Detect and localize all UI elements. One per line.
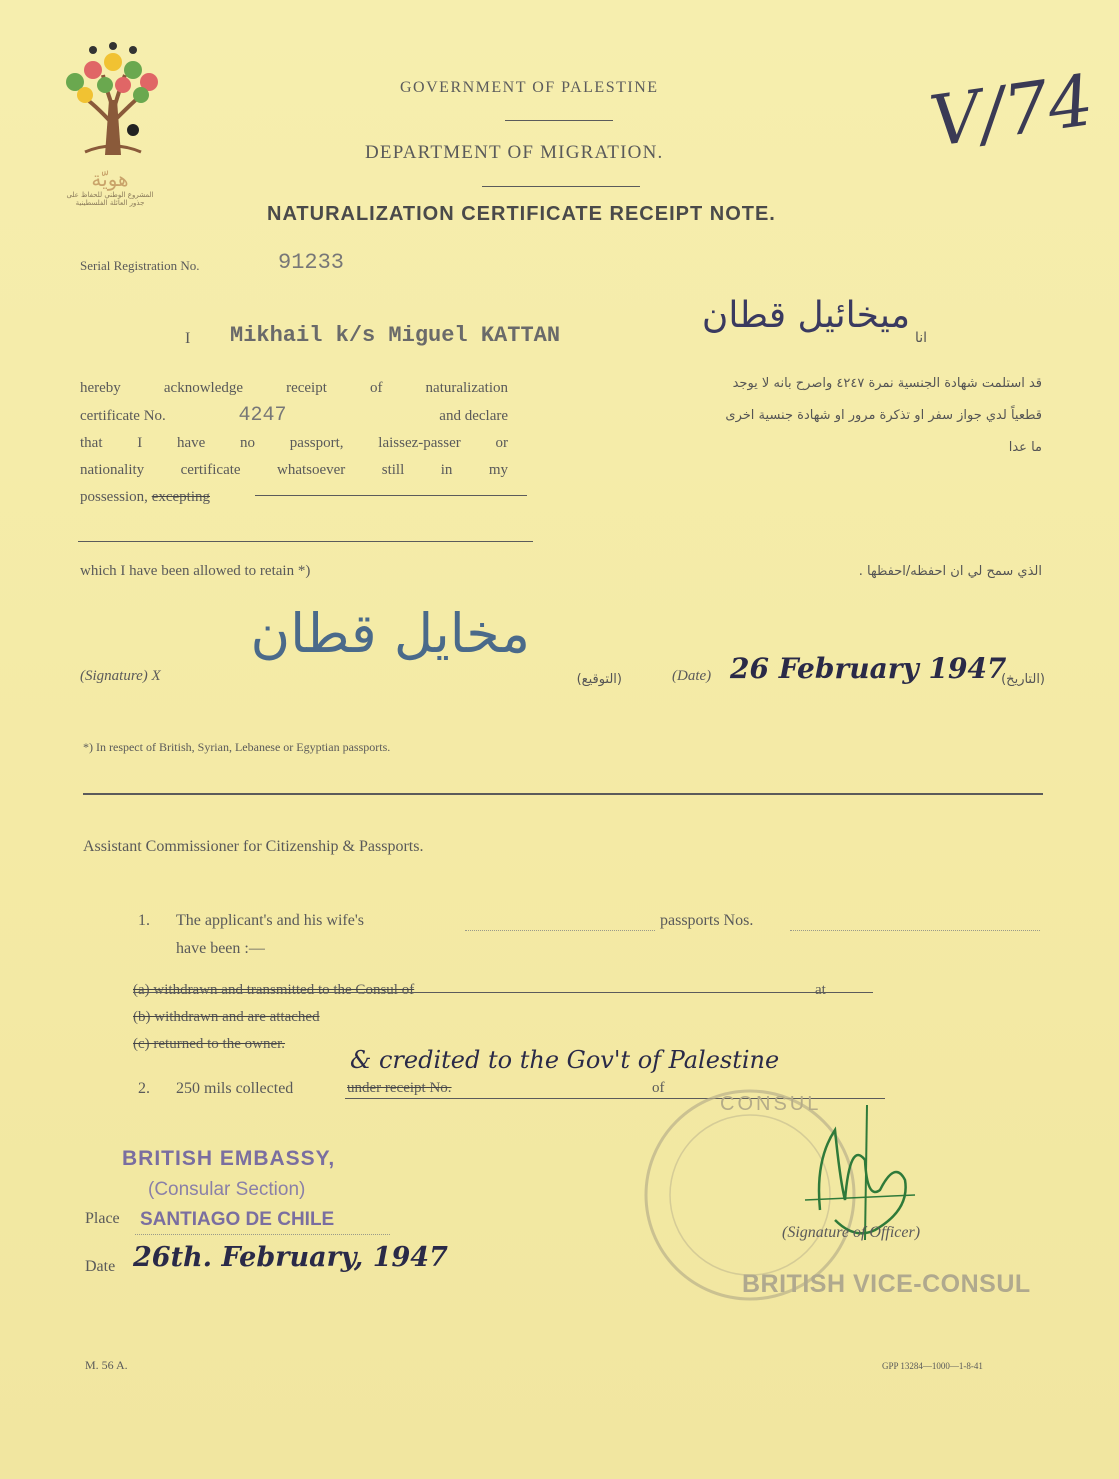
retain-blank-line — [78, 541, 533, 542]
arabic-line-2: قطعياً لدي جواز سفر او تذكرة مرور او شهادة جنسية اخرى — [725, 408, 1042, 423]
english-line-3: that I have no passport, laissez-passer or — [80, 435, 508, 451]
item1-text-a: The applicant's and his wife's — [176, 912, 364, 929]
english-line-2 — [80, 402, 508, 430]
serial-label: Serial Registration No. — [80, 258, 200, 273]
corner-handwritten-mark: V/74 — [925, 59, 1099, 163]
english-line-1: hereby acknowledge receipt of naturalization — [80, 380, 508, 396]
item1-a-struck: (a) withdrawn and transmitted to the Consul of — [133, 982, 415, 998]
signature-label: (Signature) X — [80, 668, 161, 684]
cert-label: certificate No. — [80, 408, 166, 424]
excepting-strike-line — [255, 495, 527, 496]
logo-arabic-word: هويّة — [91, 167, 129, 191]
header-rule-2 — [482, 186, 640, 187]
declarant-prefix: I — [185, 330, 191, 347]
family-tree-logo-icon — [55, 40, 165, 160]
cert-number: 4247 — [238, 404, 287, 427]
officer-signature-label: (Signature of Officer) — [782, 1224, 921, 1241]
item1-blank-right — [790, 930, 1040, 931]
place-value: SANTIAGO DE CHILE — [140, 1209, 335, 1230]
declarant-arabic-name: ميخائيل قطان — [701, 295, 910, 336]
seal-text: CONSUL — [720, 1093, 822, 1115]
item1-number: 1. — [138, 912, 150, 929]
english-line-4: nationality certificate whatsoever still in my — [80, 462, 508, 478]
item1-a-line — [133, 992, 873, 993]
header-department: DEPARTMENT OF MIGRATION. — [365, 142, 664, 163]
item1-text-c: have been :— — [176, 940, 265, 957]
signature-handwritten: مخايل قطان — [250, 602, 530, 665]
retain-arabic: الذي سمح لي ان احفظه/احفظها . — [858, 564, 1042, 579]
declare-text: and declare — [439, 408, 508, 424]
possession-text: possession, — [80, 489, 148, 505]
place-label: Place — [85, 1210, 120, 1227]
arabic-line-3: ما عدا — [1008, 440, 1042, 455]
arabic-body — [612, 368, 1042, 464]
header-rule-1 — [505, 120, 613, 121]
signature-arabic-label: (التوقيع) — [576, 672, 622, 687]
item2-handwritten: & credited to the Gov't of Palestine — [350, 1046, 780, 1074]
item1-blank — [465, 930, 655, 931]
header-government: GOVERNMENT OF PALESTINE — [400, 79, 659, 96]
date-arabic-label: (التاريخ) — [1001, 672, 1045, 687]
english-body — [80, 375, 508, 511]
item2-of: of — [652, 1080, 665, 1096]
footnote: *) In respect of British, Syrian, Lebanese or Egyptian passports. — [83, 740, 391, 754]
item1-a-at: at — [815, 982, 826, 998]
item1-c-struck: (c) returned to the owner. — [133, 1036, 286, 1052]
date-value-embassy: 26th. February, 1947 — [133, 1242, 448, 1273]
item2-text: 250 mils collected — [176, 1080, 294, 1097]
logo — [55, 40, 165, 225]
declarant-arabic-prefix: انا — [915, 330, 928, 346]
item2-struck: under receipt No. — [347, 1080, 452, 1096]
logo-caption-line2: جذور العائلة الفلسطينية — [75, 199, 145, 207]
commissioner-title: Assistant Commissioner for Citizenship & Passports. — [83, 838, 424, 855]
date-handwritten: 26 February 1947 — [730, 652, 1007, 685]
footer-right: GPP 13284—1000—1-8-41 — [882, 1361, 983, 1371]
embassy-stamp-line1: BRITISH EMBASSY, — [122, 1147, 336, 1170]
item1-text-b: passports Nos. — [660, 912, 754, 929]
item1-b-struck: (b) withdrawn and are attached — [133, 1009, 320, 1025]
english-line-5 — [80, 484, 508, 511]
footer-left: M. 56 A. — [85, 1358, 128, 1372]
vice-consul-stamp: BRITISH VICE-CONSUL — [742, 1270, 1031, 1298]
date-label: (Date) — [672, 668, 712, 684]
item2-number: 2. — [138, 1080, 150, 1097]
logo-caption-line1: المشروع الوطني للحفاظ على — [66, 191, 154, 199]
place-line — [135, 1234, 390, 1235]
embassy-stamp-line2: (Consular Section) — [148, 1179, 306, 1200]
arabic-line-1: قد استلمت شهادة الجنسية نمرة ٤٢٤٧ واصرح بانه لا يوجد — [732, 376, 1042, 391]
document-title: NATURALIZATION CERTIFICATE RECEIPT NOTE. — [267, 203, 776, 225]
retain-english: which I have been allowed to retain *) — [80, 563, 311, 579]
section-divider — [83, 793, 1043, 795]
date-label-embassy: Date — [85, 1258, 116, 1275]
excepting-struck: excepting — [151, 489, 210, 505]
serial-value: 91233 — [278, 250, 345, 275]
declarant-name: Mikhail k/s Miguel KATTAN — [230, 323, 561, 348]
